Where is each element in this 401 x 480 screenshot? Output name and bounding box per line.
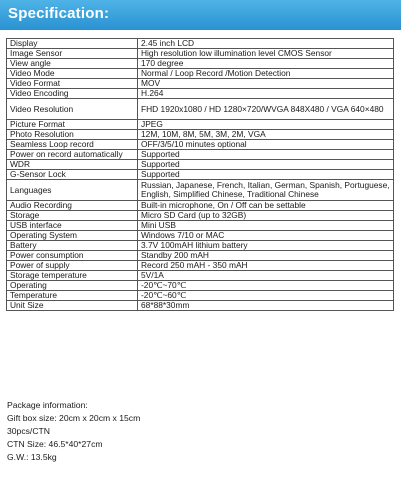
spec-value: Micro SD Card (up to 32GB): [138, 211, 394, 221]
table-row: [7, 130, 394, 140]
table-row: [7, 69, 394, 79]
table-row: [7, 160, 394, 170]
table-row: [7, 201, 394, 211]
package-information: [7, 399, 140, 464]
table-row: [7, 170, 394, 180]
spec-value: JPEG: [138, 120, 394, 130]
spec-label: Operating: [7, 281, 138, 291]
spec-label: Operating System: [7, 231, 138, 241]
table-row: [7, 49, 394, 59]
spec-label: Video Encoding: [7, 89, 138, 99]
table-row: [7, 150, 394, 160]
package-line: CTN Size: 46.5*40*27cm: [7, 439, 103, 449]
spec-value: Windows 7/10 or MAC: [138, 231, 394, 241]
spec-label: Storage temperature: [7, 271, 138, 281]
spec-label: WDR: [7, 160, 138, 170]
table-row: [7, 291, 394, 301]
spec-value: Standby 200 mAH: [138, 251, 394, 261]
spec-label: Video Mode: [7, 69, 138, 79]
spec-value: Mini USB: [138, 221, 394, 231]
table-row: [7, 221, 394, 231]
table-row: [7, 211, 394, 221]
spec-value: High resolution low illumination level CMOS Sensor: [138, 49, 394, 59]
spec-value: 68*88*30mm: [138, 301, 394, 311]
spec-value: MOV: [138, 79, 394, 89]
table-row: [7, 241, 394, 251]
table-row: [7, 89, 394, 99]
spec-label: Temperature: [7, 291, 138, 301]
spec-label: Photo Resolution: [7, 130, 138, 140]
spec-label: Battery: [7, 241, 138, 251]
spec-value: H.264: [138, 89, 394, 99]
table-row: [7, 120, 394, 130]
spec-value: Record 250 mAH - 350 mAH: [138, 261, 394, 271]
spec-value: Supported: [138, 160, 394, 170]
spec-label: G-Sensor Lock: [7, 170, 138, 180]
table-row: [7, 39, 394, 49]
spec-banner: [0, 0, 401, 30]
spec-label: Display: [7, 39, 138, 49]
table-row: [7, 180, 394, 201]
spec-label: Storage: [7, 211, 138, 221]
spec-value: 5V/1A: [138, 271, 394, 281]
spec-label: Picture Format: [7, 120, 138, 130]
spec-label: Unit Size: [7, 301, 138, 311]
package-heading: Package information:: [7, 400, 88, 410]
spec-value: Supported: [138, 150, 394, 160]
table-row: [7, 251, 394, 261]
package-line: G.W.: 13.5kg: [7, 452, 57, 462]
page-title: Specification:: [8, 5, 110, 22]
spec-value: -20℃~60℃: [138, 291, 394, 301]
table-row: [7, 79, 394, 89]
table-row: [7, 231, 394, 241]
table-row: [7, 261, 394, 271]
spec-label: Image Sensor: [7, 49, 138, 59]
spec-table: [6, 38, 394, 311]
spec-value: 12M, 10M, 8M, 5M, 3M, 2M, VGA: [138, 130, 394, 140]
spec-label: View angle: [7, 59, 138, 69]
spec-label: Audio Recording: [7, 201, 138, 211]
table-row: [7, 301, 394, 311]
spec-value: 2.45 inch LCD: [138, 39, 394, 49]
package-line: Gift box size: 20cm x 20cm x 15cm: [7, 413, 141, 423]
spec-value: Built-in microphone, On / Off can be settable: [138, 201, 394, 211]
spec-label: Power of supply: [7, 261, 138, 271]
spec-value: -20℃~70℃: [138, 281, 394, 291]
spec-label: USB interface: [7, 221, 138, 231]
spec-label: Languages: [7, 180, 138, 201]
spec-value: Supported: [138, 170, 394, 180]
table-row: [7, 99, 394, 120]
package-line: 30pcs/CTN: [7, 426, 50, 436]
spec-value: Normal / Loop Record /Motion Detection: [138, 69, 394, 79]
spec-value: FHD 1920x1080 / HD 1280×720/WVGA 848X480 / VGA 640×480: [138, 99, 394, 120]
table-row: [7, 59, 394, 69]
table-row: [7, 271, 394, 281]
spec-value: OFF/3/5/10 minutes optional: [138, 140, 394, 150]
spec-label: Power consumption: [7, 251, 138, 261]
spec-label: Seamless Loop record: [7, 140, 138, 150]
spec-label: Power on record automatically: [7, 150, 138, 160]
table-row: [7, 140, 394, 150]
table-row: [7, 281, 394, 291]
spec-value: 170 degree: [138, 59, 394, 69]
spec-value: Russian, Japanese, French, Italian, German, Spanish, Portuguese, English, Simplified Chinese, Traditional Chinese: [138, 180, 394, 201]
spec-label: Video Format: [7, 79, 138, 89]
spec-label: Video Resolution: [7, 99, 138, 120]
spec-value: 3.7V 100mAH lithium battery: [138, 241, 394, 251]
